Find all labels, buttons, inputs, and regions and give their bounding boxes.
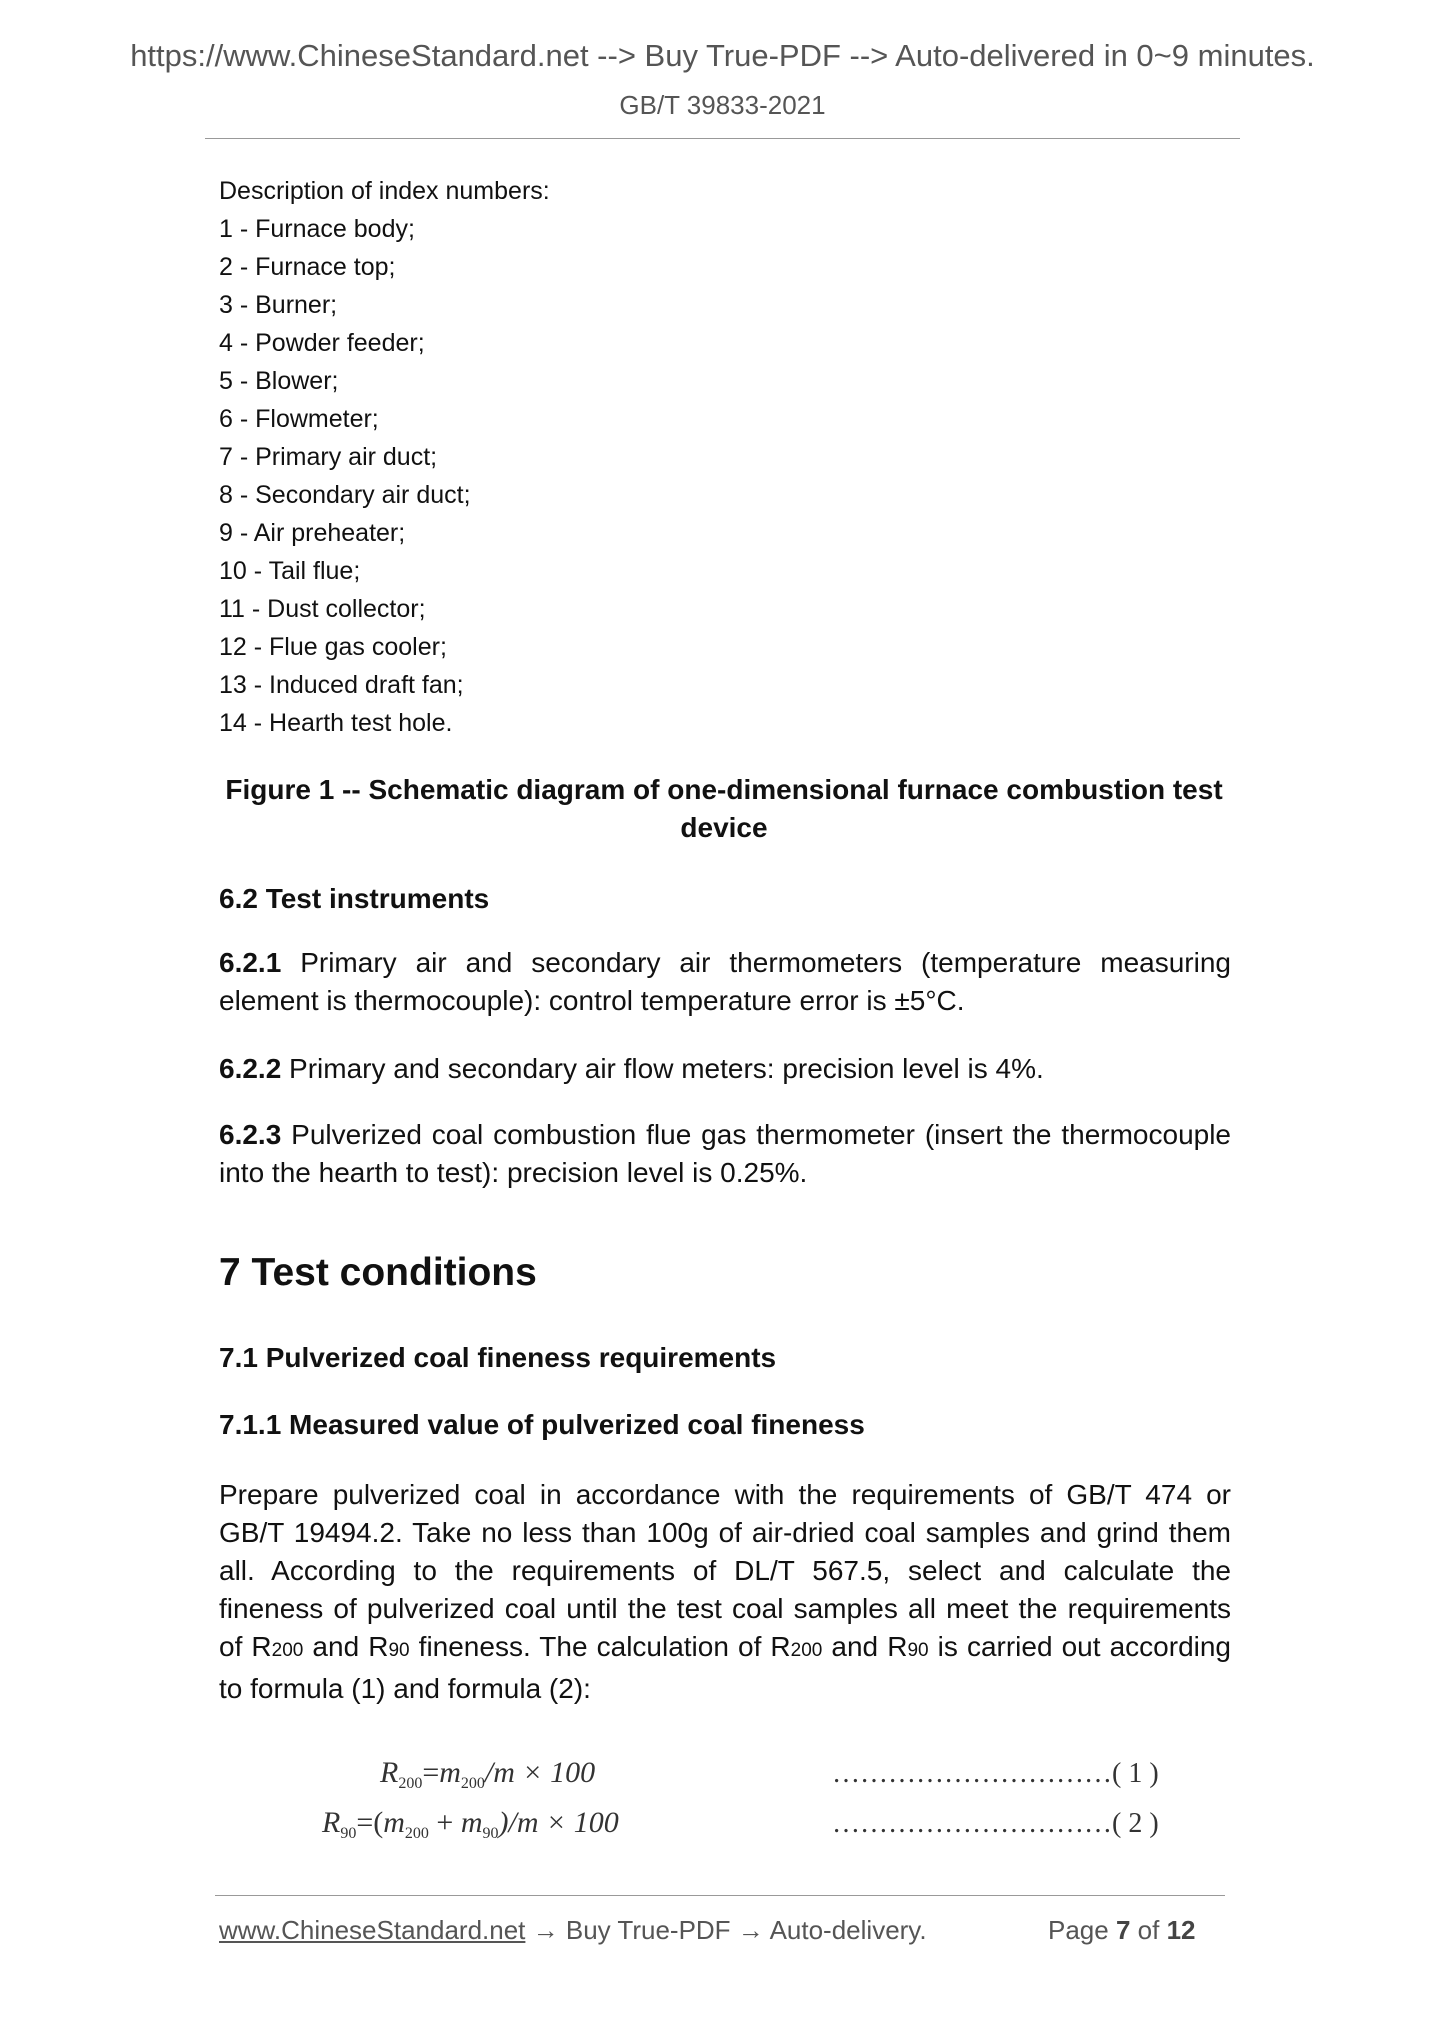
legend-item: 5 - Blower; (219, 367, 339, 395)
paragraph-text: fineness. The calculation of R (409, 1631, 791, 1662)
paragraph-text: and R (822, 1631, 908, 1662)
formula-subscript: 200 (398, 1775, 423, 1792)
section-7-heading: 7 Test conditions (219, 1251, 537, 1294)
clause-number: 6.2.3 (219, 1119, 282, 1150)
footer-nav-text: → Buy True-PDF → Auto-delivery. (525, 1915, 927, 1945)
header-url-line: https://www.ChineseStandard.net --> Buy True-PDF --> Auto-delivered in 0~9 minutes. (130, 38, 1315, 73)
paragraph-text: and R (303, 1631, 389, 1662)
legend-item: 10 - Tail flue; (219, 557, 361, 585)
clause-text: Pulverized coal combustion flue gas thermometer (insert the thermocouple into the hearth to test): precision level is 0.25%. (219, 1119, 1231, 1188)
header-divider (205, 138, 1240, 139)
formula-operator: + (428, 1806, 461, 1839)
formula-subscript: 200 (404, 1825, 429, 1842)
formula-subscript: 90 (340, 1825, 357, 1842)
fineness-paragraph (219, 1476, 1231, 1708)
subscript: 90 (907, 1640, 929, 1661)
clause-6-2-3 (219, 1116, 1231, 1192)
leader-dots: ………………………… (832, 1758, 1112, 1789)
clause-text: Primary and secondary air flow meters: precision level is 4%. (281, 1053, 1044, 1084)
legend-item: 4 - Powder feeder; (219, 329, 425, 357)
formula-1 (380, 1756, 595, 1793)
section-7-1-1-heading: 7.1.1 Measured value of pulverized coal fineness (219, 1409, 865, 1440)
formula-rest: /m × 100 (484, 1756, 596, 1789)
footer-promo (219, 1915, 927, 1946)
formula-symbol: m (460, 1806, 483, 1839)
subscript: 200 (271, 1640, 304, 1661)
figure-caption: Figure 1 -- Schematic diagram of one-dimensional furnace combustion test device (225, 774, 1223, 843)
legend-item: 11 - Dust collector; (219, 595, 426, 623)
formula-symbol: m (439, 1756, 461, 1789)
page-of: of (1137, 1915, 1160, 1945)
paragraph-text: Prepare pulverized coal in accordance with the requirements of GB/T 474 or GB/T 19494.2. Take no less than 100g of air-dried coal samples and grind them all. According to the requirements of DL/T 567.5, select and calculate the fineness of pulverized coal until the test coal samples all meet the requirements of R (219, 1479, 1231, 1662)
current-page: 7 (1115, 1915, 1131, 1945)
formula-subscript: 200 (460, 1775, 485, 1792)
legend-title: Description of index numbers: (219, 177, 550, 205)
clause-number: 6.2.1 (219, 947, 282, 978)
formula-subscript: 90 (482, 1825, 499, 1842)
clause-text: Primary air and secondary air thermometers (temperature measuring element is thermocouple): control temperature error is ±5°C. (219, 947, 1231, 1016)
clause-number: 6.2.2 (219, 1053, 282, 1084)
subscript: 200 (790, 1640, 823, 1661)
clause-6-2-1 (219, 944, 1231, 1020)
legend-item: 6 - Flowmeter; (219, 405, 379, 433)
section-6-2-heading: 6.2 Test instruments (219, 883, 490, 914)
paragraph-text: is carried out according to formula (1) and formula (2): (219, 1631, 1232, 1704)
footer-website-link[interactable]: www.ChineseStandard.net (219, 1915, 526, 1945)
subscript: 90 (388, 1640, 410, 1661)
legend-item: 12 - Flue gas cooler; (219, 633, 447, 661)
legend-item: 9 - Air preheater; (219, 519, 406, 547)
section-7-1-heading: 7.1 Pulverized coal fineness requirements (219, 1342, 777, 1373)
formula-operator: =( (356, 1806, 384, 1839)
legend-item: 1 - Furnace body; (219, 215, 415, 243)
formula-1-number (832, 1758, 1159, 1790)
formula-2 (322, 1806, 619, 1843)
equation-number: ( 1 ) (1112, 1758, 1159, 1789)
legend-item: 8 - Secondary air duct; (219, 481, 471, 509)
legend-item: 3 - Burner; (219, 291, 338, 319)
formula-symbol: R (380, 1756, 399, 1789)
equation-number: ( 2 ) (1112, 1808, 1159, 1839)
legend-item: 2 - Furnace top; (219, 253, 396, 281)
footer-divider (215, 1895, 1225, 1896)
standard-number: GB/T 39833-2021 (619, 90, 826, 120)
formula-symbol: m (383, 1806, 405, 1839)
formula-symbol: R (322, 1806, 341, 1839)
total-pages: 12 (1166, 1915, 1196, 1945)
formula-rest: )/m × 100 (498, 1806, 619, 1839)
figure-legend (219, 172, 550, 742)
page-label: Page (1048, 1915, 1109, 1945)
formula-operator: = (422, 1756, 440, 1789)
legend-item: 7 - Primary air duct; (219, 443, 438, 471)
legend-item: 13 - Induced draft fan; (219, 671, 464, 699)
legend-item: 14 - Hearth test hole. (219, 709, 453, 737)
clause-6-2-2 (219, 1050, 1231, 1088)
formula-2-number (832, 1808, 1159, 1840)
page-indicator (1048, 1915, 1196, 1946)
leader-dots: ………………………… (832, 1808, 1112, 1839)
